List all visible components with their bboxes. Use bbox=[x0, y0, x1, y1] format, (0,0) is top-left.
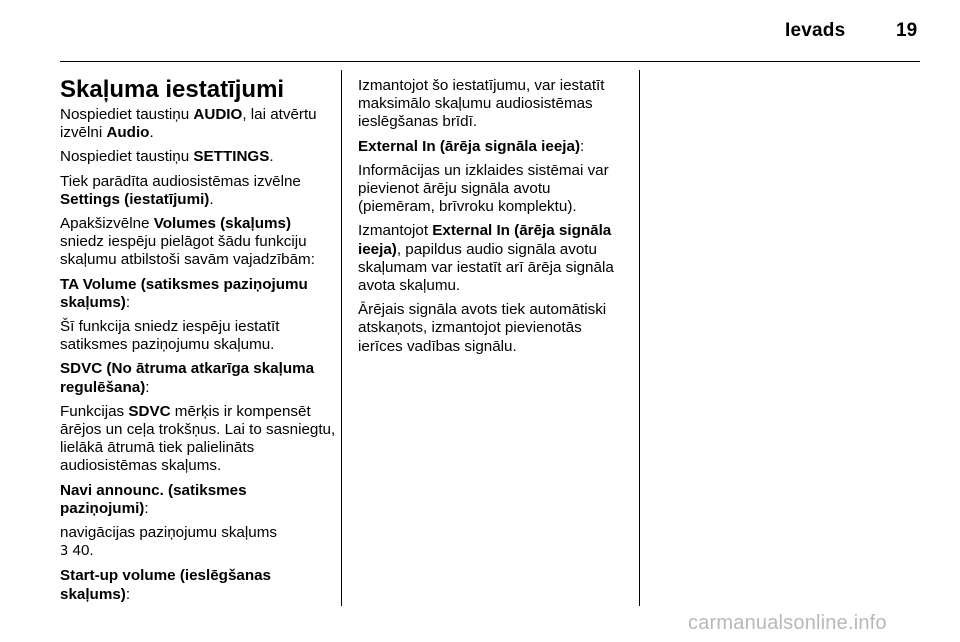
term-heading: External In (ārēja signāla ieeja): bbox=[358, 137, 585, 155]
page-header bbox=[0, 0, 960, 60]
paragraph: Šī funkcija sniedz iespēju iestatīt satiksmes paziņojumu skaļumu. bbox=[60, 318, 280, 354]
external-in-label: External In (ārēja signāla ieeja) bbox=[358, 222, 612, 258]
paragraph: navigācijas paziņojumu skaļums 3 40. bbox=[60, 524, 277, 560]
settings-menu-label: Settings (iestatījumi) bbox=[60, 190, 210, 208]
paragraph: Tiek parādīta audiosistēmas izvēlne Settings (iestatījumi). bbox=[60, 172, 301, 208]
paragraph: Ārējais signāla avots tiek automātiski atskaņots, izmantojot pievienotās ierīces vadības signālu. bbox=[358, 301, 607, 355]
term-heading: SDVC (No ātruma atkarīga skaļuma regulēšana): bbox=[60, 360, 315, 396]
paragraph: Izmantojot šo iestatījumu, var iestatīt maksimālo skaļumu audiosistēmas ieslēgšanas brīdī. bbox=[358, 77, 605, 131]
paragraph: Funkcijas SDVC mērķis ir kompensēt ārējos un ceļa trokšņus. Lai to sasniegtu, lielākā ātrumā tiek palielināts audiosistēmas skaļums. bbox=[60, 402, 336, 475]
column-divider-right bbox=[639, 70, 640, 606]
paragraph: Apakšizvēlne Volumes (skaļums) sniedz iespēju pielāgot šādu funkciju skaļumu atbilstoši savām vajadzībām: bbox=[60, 215, 315, 269]
audio-menu-label: Audio bbox=[106, 124, 150, 142]
section-heading: Skaļuma iestatījumi bbox=[60, 76, 285, 103]
page-reference-icon: 3 bbox=[60, 544, 69, 560]
paragraph: Nospiediet taustiņu AUDIO, lai atvērtu izvēlni Audio. bbox=[60, 106, 317, 142]
right-column bbox=[358, 77, 630, 362]
page-number: 19 bbox=[896, 20, 918, 41]
term-heading: Navi announc. (satiksmes paziņojumi): bbox=[60, 481, 247, 517]
settings-key-label: SETTINGS bbox=[193, 148, 270, 166]
term-heading: TA Volume (satiksmes paziņojumu skaļums): bbox=[60, 275, 308, 311]
paragraph: Nospiediet taustiņu SETTINGS. bbox=[60, 148, 274, 166]
volumes-submenu-label: Volumes (skaļums) bbox=[153, 215, 292, 233]
left-column bbox=[60, 76, 336, 610]
chapter-title: Ievads bbox=[785, 20, 846, 41]
header-divider bbox=[60, 61, 920, 62]
column-divider-left bbox=[341, 70, 342, 606]
audio-key-label: AUDIO bbox=[193, 106, 243, 123]
paragraph: Informācijas un izklaides sistēmai var pievienot ārēju signāla avotu (piemēram, brīvroku komplektu). bbox=[358, 161, 609, 216]
watermark: carmanualsonline.info bbox=[688, 612, 887, 634]
sdvc-label: SDVC bbox=[128, 402, 171, 420]
page-reference: 40. bbox=[68, 542, 94, 560]
term-heading: Start-up volume (ieslēgšanas skaļums): bbox=[60, 567, 272, 603]
paragraph: Izmantojot External In (ārēja signāla ieeja), papildus audio signāla avotu skaļumam var iestatīt arī ārēja signāla avota skaļumu. bbox=[358, 222, 614, 295]
